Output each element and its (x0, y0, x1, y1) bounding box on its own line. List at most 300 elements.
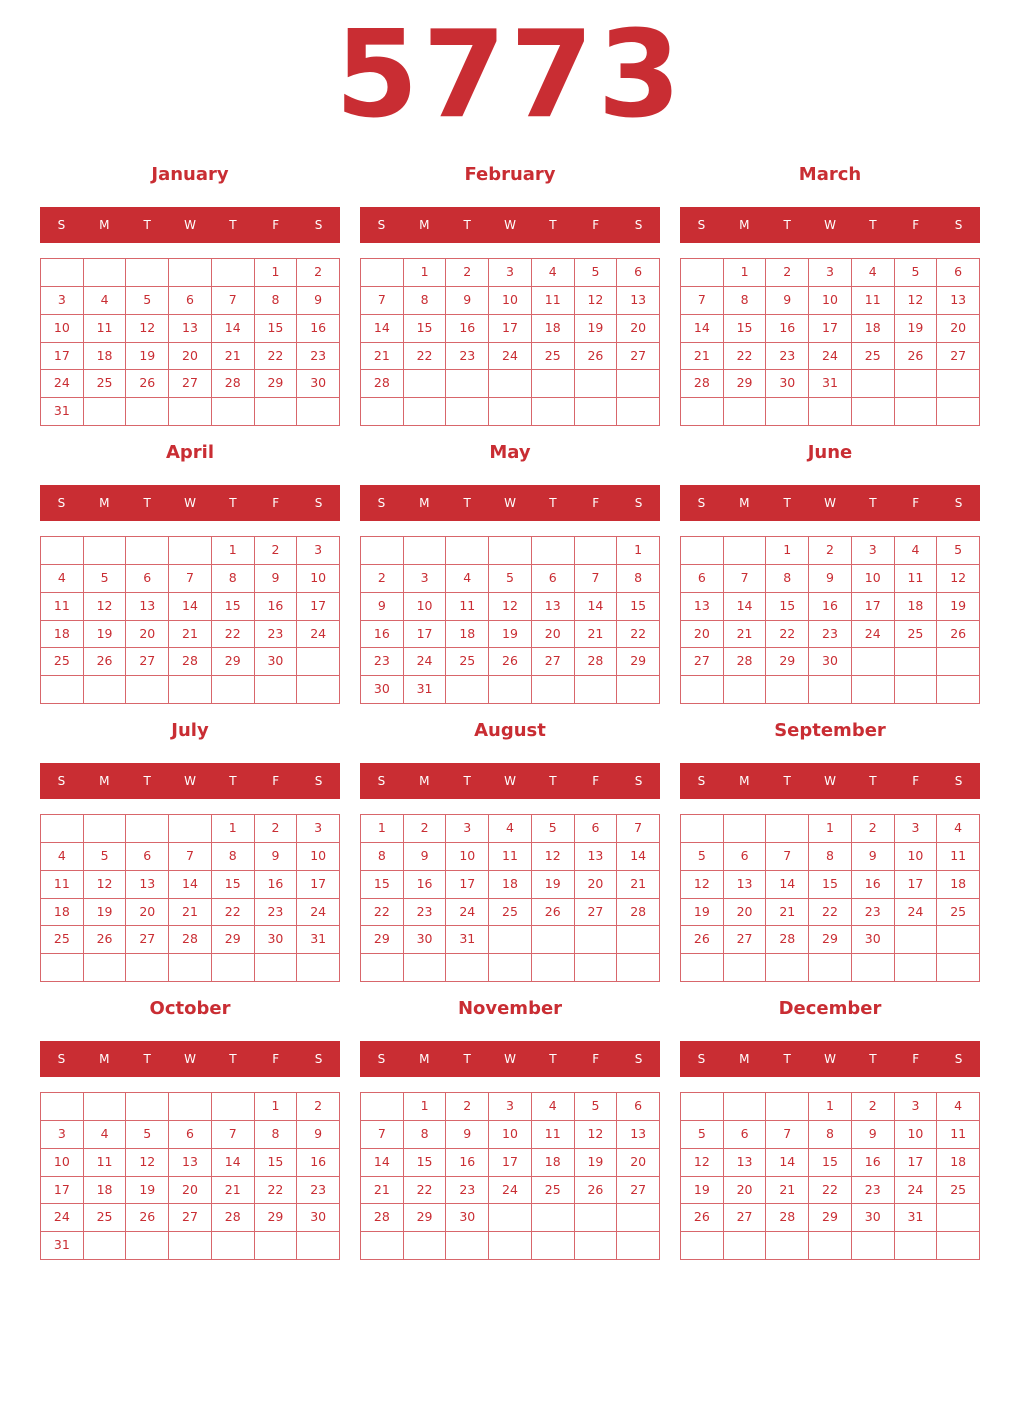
day-cell: 30 (809, 648, 852, 676)
empty-cell (84, 1232, 127, 1260)
empty-cell (617, 676, 660, 704)
day-cell: 12 (575, 287, 618, 315)
day-cell: 20 (575, 871, 618, 899)
day-cell: 14 (169, 871, 212, 899)
day-cell: 12 (575, 1121, 618, 1149)
empty-cell (532, 537, 575, 565)
day-cell: 14 (169, 593, 212, 621)
empty-cell (404, 954, 447, 982)
day-cell: 29 (809, 1204, 852, 1232)
empty-cell (41, 259, 84, 287)
day-cell: 11 (446, 593, 489, 621)
empty-cell (212, 954, 255, 982)
weekday-label: F (272, 218, 280, 232)
empty-cell (169, 676, 212, 704)
empty-cell (617, 1204, 660, 1232)
month-march (680, 160, 980, 430)
empty-cell (404, 398, 447, 426)
weekday-header (360, 763, 660, 799)
day-cell: 1 (255, 259, 298, 287)
weekday-label: F (272, 774, 280, 788)
day-cell: 19 (126, 1177, 169, 1205)
empty-cell (41, 954, 84, 982)
day-cell: 15 (724, 315, 767, 343)
day-cell: 9 (446, 1121, 489, 1149)
day-cell: 31 (404, 676, 447, 704)
weekday-label: T (783, 774, 791, 788)
weekday-label: W (504, 496, 516, 510)
day-cell: 4 (41, 565, 84, 593)
empty-cell (361, 1093, 404, 1121)
day-cell: 30 (297, 1204, 340, 1232)
day-cell: 26 (126, 1204, 169, 1232)
day-cell: 25 (446, 648, 489, 676)
day-cell: 15 (212, 593, 255, 621)
day-cell: 2 (852, 1093, 895, 1121)
empty-cell (895, 676, 938, 704)
day-cell: 30 (361, 676, 404, 704)
month-name: December (778, 998, 882, 1019)
day-cell: 11 (84, 1149, 127, 1177)
day-cell: 14 (681, 315, 724, 343)
empty-cell (724, 815, 767, 843)
empty-cell (766, 676, 809, 704)
empty-cell (852, 648, 895, 676)
empty-cell (361, 259, 404, 287)
month-february (360, 160, 660, 430)
day-cell: 10 (297, 565, 340, 593)
month-august (360, 716, 660, 986)
day-cell: 14 (361, 1149, 404, 1177)
day-cell: 14 (575, 593, 618, 621)
weekday-label: F (272, 496, 280, 510)
day-grid (40, 1092, 340, 1260)
weekday-label: S (954, 218, 963, 232)
day-cell: 5 (895, 259, 938, 287)
day-cell: 15 (404, 1149, 447, 1177)
day-cell: 19 (681, 1177, 724, 1205)
weekday-label: F (912, 496, 920, 510)
day-grid (40, 814, 340, 982)
day-cell: 1 (724, 259, 767, 287)
day-grid (360, 1092, 660, 1260)
empty-cell (575, 1204, 618, 1232)
day-cell: 2 (361, 565, 404, 593)
day-cell: 24 (404, 648, 447, 676)
empty-cell (361, 537, 404, 565)
empty-cell (575, 676, 618, 704)
day-cell: 9 (297, 287, 340, 315)
year-title: 5773 (335, 6, 685, 145)
empty-cell (446, 954, 489, 982)
day-cell: 24 (297, 621, 340, 649)
day-cell: 16 (766, 315, 809, 343)
day-cell: 23 (361, 648, 404, 676)
day-cell: 10 (809, 287, 852, 315)
empty-cell (489, 954, 532, 982)
day-cell: 25 (41, 648, 84, 676)
weekday-label: T (549, 218, 557, 232)
weekday-label: S (314, 218, 323, 232)
weekday-label: T (463, 218, 471, 232)
empty-cell (852, 398, 895, 426)
day-cell: 14 (766, 1149, 809, 1177)
empty-cell (724, 1232, 767, 1260)
empty-cell (937, 954, 980, 982)
day-cell: 6 (724, 843, 767, 871)
day-cell: 28 (169, 926, 212, 954)
day-cell: 9 (255, 565, 298, 593)
day-cell: 22 (404, 1177, 447, 1205)
empty-cell (937, 648, 980, 676)
day-cell: 19 (489, 621, 532, 649)
weekday-label: F (592, 774, 600, 788)
empty-cell (809, 398, 852, 426)
empty-cell (489, 370, 532, 398)
day-cell: 3 (297, 537, 340, 565)
empty-cell (937, 926, 980, 954)
day-cell: 4 (489, 815, 532, 843)
day-cell: 15 (809, 1149, 852, 1177)
weekday-header (40, 485, 340, 521)
day-cell: 21 (361, 343, 404, 371)
day-cell: 7 (617, 815, 660, 843)
month-name: January (151, 164, 229, 185)
day-cell: 18 (489, 871, 532, 899)
weekday-label: M (419, 774, 430, 788)
empty-cell (84, 1093, 127, 1121)
day-cell: 9 (766, 287, 809, 315)
day-cell: 28 (766, 926, 809, 954)
day-cell: 23 (446, 343, 489, 371)
day-cell: 18 (532, 315, 575, 343)
day-cell: 3 (41, 1121, 84, 1149)
empty-cell (937, 398, 980, 426)
empty-cell (212, 1093, 255, 1121)
day-cell: 30 (446, 1204, 489, 1232)
empty-cell (126, 259, 169, 287)
day-cell: 21 (169, 621, 212, 649)
empty-cell (361, 954, 404, 982)
day-cell: 6 (575, 815, 618, 843)
weekday-label: M (99, 496, 110, 510)
day-cell: 28 (361, 370, 404, 398)
day-cell: 5 (84, 843, 127, 871)
weekday-label: T (869, 774, 877, 788)
day-cell: 16 (297, 1149, 340, 1177)
empty-cell (937, 1204, 980, 1232)
weekday-label: M (739, 774, 750, 788)
day-cell: 3 (895, 815, 938, 843)
empty-cell (169, 259, 212, 287)
day-cell: 6 (532, 565, 575, 593)
empty-cell (446, 537, 489, 565)
day-cell: 2 (446, 1093, 489, 1121)
day-cell: 19 (84, 621, 127, 649)
day-cell: 13 (126, 593, 169, 621)
day-cell: 21 (617, 871, 660, 899)
day-cell: 28 (766, 1204, 809, 1232)
day-cell: 30 (852, 926, 895, 954)
day-cell: 25 (532, 343, 575, 371)
day-cell: 10 (852, 565, 895, 593)
weekday-label: F (592, 1052, 600, 1066)
day-cell: 17 (489, 315, 532, 343)
day-cell: 17 (895, 871, 938, 899)
day-cell: 16 (297, 315, 340, 343)
day-cell: 8 (617, 565, 660, 593)
month-june (680, 438, 980, 708)
day-cell: 12 (532, 843, 575, 871)
day-cell: 14 (766, 871, 809, 899)
weekday-label: W (824, 774, 836, 788)
weekday-label: T (143, 774, 151, 788)
day-cell: 3 (489, 259, 532, 287)
day-cell: 10 (895, 1121, 938, 1149)
day-cell: 5 (681, 843, 724, 871)
day-cell: 13 (681, 593, 724, 621)
empty-cell (169, 815, 212, 843)
day-cell: 21 (575, 621, 618, 649)
day-cell: 7 (724, 565, 767, 593)
day-cell: 7 (169, 565, 212, 593)
weekday-label: S (314, 496, 323, 510)
empty-cell (895, 926, 938, 954)
day-cell: 5 (937, 537, 980, 565)
day-cell: 8 (766, 565, 809, 593)
empty-cell (809, 954, 852, 982)
day-cell: 29 (361, 926, 404, 954)
day-cell: 27 (681, 648, 724, 676)
day-cell: 4 (895, 537, 938, 565)
weekday-label: F (912, 1052, 920, 1066)
day-cell: 29 (255, 1204, 298, 1232)
empty-cell (681, 954, 724, 982)
weekday-label: T (869, 496, 877, 510)
day-cell: 24 (489, 1177, 532, 1205)
empty-cell (532, 954, 575, 982)
weekday-label: S (954, 1052, 963, 1066)
day-cell: 21 (212, 1177, 255, 1205)
day-cell: 16 (255, 871, 298, 899)
weekday-label: W (184, 218, 196, 232)
day-cell: 26 (84, 926, 127, 954)
day-cell: 10 (446, 843, 489, 871)
day-cell: 28 (681, 370, 724, 398)
day-cell: 4 (84, 287, 127, 315)
weekday-label: S (377, 774, 386, 788)
month-name: February (464, 164, 556, 185)
weekday-header (680, 763, 980, 799)
month-november (360, 994, 660, 1264)
day-cell: 17 (297, 593, 340, 621)
day-cell: 17 (852, 593, 895, 621)
day-cell: 11 (41, 871, 84, 899)
day-cell: 30 (766, 370, 809, 398)
day-cell: 9 (361, 593, 404, 621)
empty-cell (361, 1232, 404, 1260)
weekday-label: T (463, 496, 471, 510)
empty-cell (297, 1232, 340, 1260)
empty-cell (84, 537, 127, 565)
day-grid (40, 258, 340, 426)
day-cell: 3 (297, 815, 340, 843)
empty-cell (724, 954, 767, 982)
empty-cell (575, 370, 618, 398)
day-cell: 20 (169, 343, 212, 371)
day-cell: 8 (212, 843, 255, 871)
day-cell: 7 (681, 287, 724, 315)
day-cell: 26 (575, 343, 618, 371)
day-cell: 10 (297, 843, 340, 871)
day-cell: 18 (41, 899, 84, 927)
day-cell: 25 (937, 899, 980, 927)
day-cell: 13 (724, 1149, 767, 1177)
day-cell: 10 (489, 287, 532, 315)
day-cell: 14 (212, 315, 255, 343)
day-cell: 2 (255, 815, 298, 843)
empty-cell (41, 676, 84, 704)
month-december (680, 994, 980, 1264)
weekday-label: T (229, 496, 237, 510)
day-cell: 8 (404, 287, 447, 315)
day-cell: 8 (212, 565, 255, 593)
day-cell: 15 (361, 871, 404, 899)
day-cell: 2 (255, 537, 298, 565)
empty-cell (361, 398, 404, 426)
day-cell: 20 (724, 1177, 767, 1205)
day-cell: 1 (809, 1093, 852, 1121)
weekday-label: T (143, 496, 151, 510)
empty-cell (489, 926, 532, 954)
day-cell: 4 (937, 1093, 980, 1121)
empty-cell (937, 370, 980, 398)
day-grid (40, 536, 340, 704)
day-cell: 19 (575, 315, 618, 343)
day-cell: 8 (809, 1121, 852, 1149)
day-cell: 24 (297, 899, 340, 927)
day-cell: 27 (169, 1204, 212, 1232)
weekday-header (680, 1041, 980, 1077)
empty-cell (532, 398, 575, 426)
month-january (40, 160, 340, 430)
weekday-label: T (143, 218, 151, 232)
weekday-label: M (739, 1052, 750, 1066)
empty-cell (681, 1232, 724, 1260)
day-cell: 2 (446, 259, 489, 287)
day-cell: 24 (852, 621, 895, 649)
month-september (680, 716, 980, 986)
day-cell: 30 (404, 926, 447, 954)
day-cell: 26 (84, 648, 127, 676)
month-name: April (165, 442, 215, 463)
day-cell: 20 (126, 621, 169, 649)
day-cell: 7 (766, 1121, 809, 1149)
day-cell: 20 (937, 315, 980, 343)
empty-cell (532, 1232, 575, 1260)
day-cell: 19 (126, 343, 169, 371)
day-cell: 7 (766, 843, 809, 871)
empty-cell (489, 676, 532, 704)
month-april (40, 438, 340, 708)
day-cell: 25 (937, 1177, 980, 1205)
day-cell: 11 (489, 843, 532, 871)
empty-cell (852, 954, 895, 982)
day-cell: 13 (532, 593, 575, 621)
day-cell: 7 (169, 843, 212, 871)
month-name: March (798, 164, 862, 185)
day-cell: 4 (937, 815, 980, 843)
day-cell: 2 (852, 815, 895, 843)
day-cell: 29 (724, 370, 767, 398)
empty-cell (446, 398, 489, 426)
day-cell: 7 (361, 1121, 404, 1149)
day-cell: 28 (575, 648, 618, 676)
day-cell: 24 (41, 370, 84, 398)
day-cell: 21 (766, 899, 809, 927)
day-cell: 24 (809, 343, 852, 371)
empty-cell (681, 537, 724, 565)
day-cell: 3 (446, 815, 489, 843)
empty-cell (532, 1204, 575, 1232)
empty-cell (255, 676, 298, 704)
empty-cell (681, 676, 724, 704)
weekday-header (40, 207, 340, 243)
empty-cell (937, 676, 980, 704)
weekday-label: S (697, 496, 706, 510)
empty-cell (617, 954, 660, 982)
day-cell: 17 (41, 1177, 84, 1205)
empty-cell (297, 398, 340, 426)
empty-cell (297, 676, 340, 704)
day-cell: 27 (532, 648, 575, 676)
empty-cell (766, 398, 809, 426)
weekday-label: T (869, 1052, 877, 1066)
weekday-label: W (504, 218, 516, 232)
day-cell: 27 (126, 648, 169, 676)
day-cell: 19 (681, 899, 724, 927)
empty-cell (446, 370, 489, 398)
day-cell: 24 (446, 899, 489, 927)
weekday-label: F (912, 218, 920, 232)
weekday-label: F (272, 1052, 280, 1066)
weekday-label: T (143, 1052, 151, 1066)
empty-cell (766, 1093, 809, 1121)
day-cell: 1 (212, 815, 255, 843)
empty-cell (617, 398, 660, 426)
day-cell: 27 (937, 343, 980, 371)
weekday-label: T (549, 774, 557, 788)
empty-cell (852, 676, 895, 704)
day-cell: 26 (489, 648, 532, 676)
day-cell: 15 (617, 593, 660, 621)
day-cell: 17 (404, 621, 447, 649)
day-cell: 7 (212, 287, 255, 315)
day-cell: 11 (84, 315, 127, 343)
weekday-label: S (377, 1052, 386, 1066)
empty-cell (255, 954, 298, 982)
day-cell: 6 (937, 259, 980, 287)
day-cell: 4 (84, 1121, 127, 1149)
weekday-label: W (824, 1052, 836, 1066)
day-cell: 15 (766, 593, 809, 621)
empty-cell (84, 676, 127, 704)
day-cell: 21 (361, 1177, 404, 1205)
weekday-header (40, 1041, 340, 1077)
day-cell: 12 (937, 565, 980, 593)
day-cell: 26 (937, 621, 980, 649)
day-cell: 5 (489, 565, 532, 593)
